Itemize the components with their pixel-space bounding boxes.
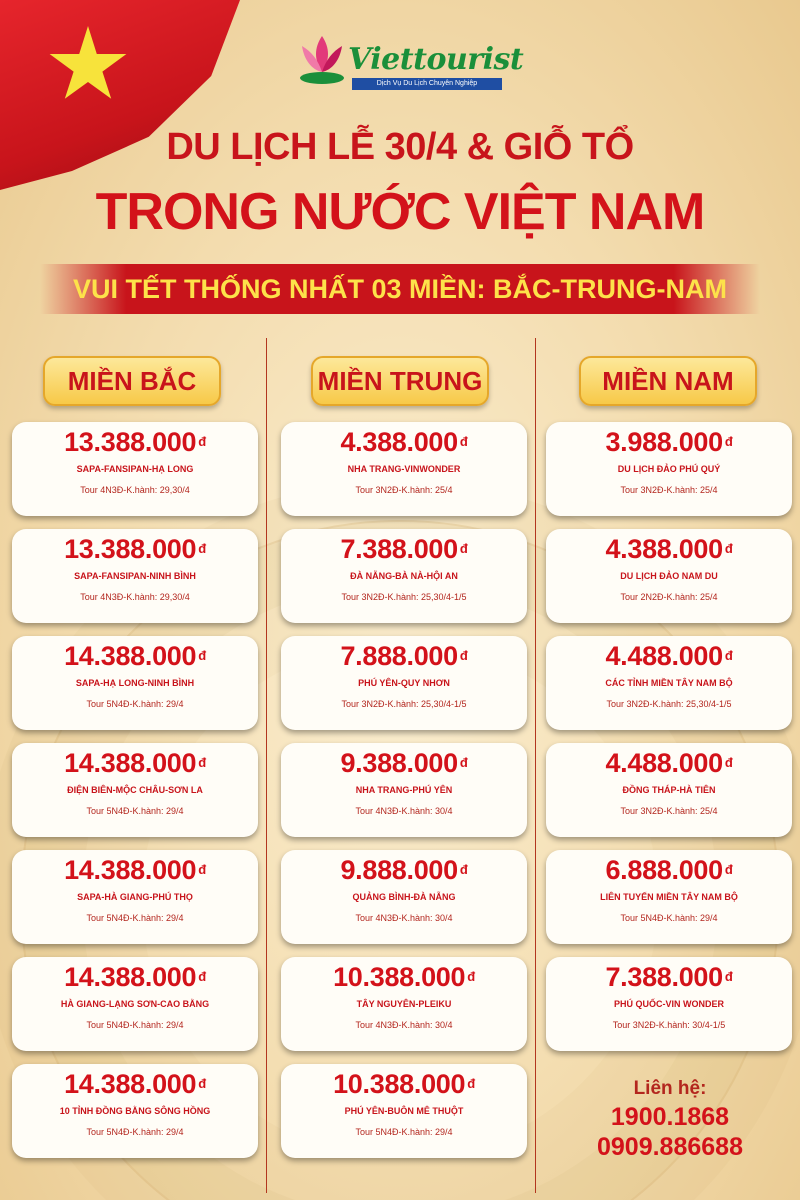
- tour-card[interactable]: [12, 850, 258, 944]
- tour-route: 10 TỈNH ĐỒNG BẰNG SÔNG HỒNG: [59, 1106, 211, 1116]
- contact-label: Liên hệ:: [633, 1078, 707, 1099]
- brand-logo[interactable]: [292, 28, 524, 92]
- currency-symbol: đ: [467, 1076, 475, 1091]
- brand-tagline: Dịch Vụ Du Lịch Chuyên Nghiệp: [352, 78, 502, 90]
- tour-card[interactable]: [281, 1064, 527, 1158]
- tour-schedule: Tour 5N4Đ-K.hành: 29/4: [86, 913, 184, 923]
- tour-route: ĐỒNG THÁP-HÀ TIÊN: [622, 785, 716, 795]
- tour-card[interactable]: [546, 957, 792, 1051]
- tour-schedule: Tour 4N3Đ-K.hành: 30/4: [355, 913, 453, 923]
- tour-card[interactable]: [546, 529, 792, 623]
- tour-price: 4.388.000 $^đ$: [605, 534, 733, 564]
- currency-symbol: đ: [724, 862, 733, 877]
- lotus-icon: [292, 28, 352, 88]
- currency-symbol: đ: [459, 541, 468, 556]
- tour-price: 14.388.000 $^đ$: [64, 641, 206, 671]
- currency-symbol: đ: [198, 969, 206, 984]
- tour-card[interactable]: [12, 1064, 258, 1158]
- tour-route: PHÚ QUỐC-VIN WONDER: [614, 999, 724, 1009]
- tour-price: 14.388.000 $^đ$: [64, 855, 206, 885]
- tour-route: NHA TRANG-VINWONDER: [347, 464, 461, 474]
- star-icon: [48, 26, 128, 106]
- tour-route: HÀ GIANG-LẠNG SƠN-CAO BẰNG: [60, 999, 210, 1009]
- tour-schedule: Tour 4N3Đ-K.hành: 29,30/4: [80, 592, 190, 602]
- hotline-phone[interactable]: 1900.1868: [610, 1103, 730, 1131]
- tour-schedule: Tour 3N2Đ-K.hành: 25,30/4-1/5: [341, 699, 467, 709]
- tour-price: 7.388.000 $^đ$: [605, 962, 733, 992]
- tour-schedule: Tour 3N2Đ-K.hành: 30/4-1/5: [612, 1020, 726, 1030]
- tour-price: 10.388.000 $^đ$: [333, 1069, 475, 1099]
- tour-card[interactable]: [546, 422, 792, 516]
- page-subtitle: TRONG NƯỚC VIỆT NAM: [95, 183, 705, 241]
- tour-card[interactable]: [281, 529, 527, 623]
- tour-schedule: Tour 2N2Đ-K.hành: 25/4: [620, 592, 718, 602]
- tour-schedule: Tour 4N3Đ-K.hành: 30/4: [355, 1020, 453, 1030]
- contact-block: [560, 1076, 780, 1162]
- currency-symbol: đ: [724, 648, 733, 663]
- tour-route: QUẢNG BÌNH-ĐÀ NẴNG: [352, 892, 456, 902]
- tour-card[interactable]: [281, 957, 527, 1051]
- currency-symbol: đ: [198, 755, 206, 770]
- tour-route: TÂY NGUYÊN-PLEIKU: [356, 999, 452, 1009]
- tour-route: DU LỊCH ĐẢO NAM DU: [620, 571, 718, 581]
- tour-schedule: Tour 3N2Đ-K.hành: 25/4: [355, 485, 453, 495]
- column-divider: [535, 338, 536, 1193]
- currency-symbol: đ: [459, 434, 468, 449]
- currency-symbol: đ: [724, 755, 733, 770]
- tour-price: 3.988.000 $^đ$: [605, 427, 733, 457]
- tour-card[interactable]: [281, 743, 527, 837]
- tour-price: 4.488.000 $^đ$: [605, 748, 733, 778]
- currency-symbol: đ: [724, 969, 733, 984]
- tour-price: 13.388.000 $^đ$: [64, 534, 206, 564]
- tour-route: PHÚ YÊN-QUY NHƠN: [358, 678, 450, 688]
- tour-route: ĐIỆN BIÊN-MỘC CHÂU-SƠN LA: [67, 785, 203, 795]
- currency-symbol: đ: [198, 541, 206, 556]
- tour-card[interactable]: [546, 743, 792, 837]
- currency-symbol: đ: [198, 862, 206, 877]
- tour-price: 6.888.000 $^đ$: [605, 855, 733, 885]
- tour-card[interactable]: [12, 422, 258, 516]
- tour-card[interactable]: [546, 636, 792, 730]
- page-title: DU LỊCH LỄ 30/4 & GIỖ TỔ: [166, 126, 634, 168]
- tour-schedule: Tour 3N2Đ-K.hành: 25/4: [620, 485, 718, 495]
- tour-price: 13.388.000 $^đ$: [64, 427, 206, 457]
- tour-schedule: Tour 5N4Đ-K.hành: 29/4: [355, 1127, 453, 1137]
- column-divider: [266, 338, 267, 1193]
- tour-route: SAPA-HẠ LONG-NINH BÌNH: [75, 678, 195, 688]
- tour-schedule: Tour 5N4Đ-K.hành: 29/4: [86, 1020, 184, 1030]
- tour-price: 4.388.000 $^đ$: [340, 427, 468, 457]
- region-heading-bac: MIỀN BẮC: [43, 356, 221, 406]
- tour-route: ĐÀ NẴNG-BÀ NÀ-HỘI AN: [350, 571, 458, 581]
- tour-card[interactable]: [12, 957, 258, 1051]
- tour-schedule: Tour 3N2Đ-K.hành: 25,30/4-1/5: [341, 592, 467, 602]
- tour-card[interactable]: [12, 636, 258, 730]
- tour-schedule: Tour 4N3Đ-K.hành: 30/4: [355, 806, 453, 816]
- mobile-phone[interactable]: 0909.886688: [597, 1133, 743, 1161]
- currency-symbol: đ: [459, 648, 468, 663]
- tour-route: SAPA-HÀ GIANG-PHÚ THỌ: [77, 892, 193, 902]
- tour-card[interactable]: [12, 743, 258, 837]
- tour-route: DU LỊCH ĐẢO PHÚ QUÝ: [617, 464, 721, 474]
- tour-schedule: Tour 4N3Đ-K.hành: 29,30/4: [80, 485, 190, 495]
- tour-route: CÁC TỈNH MIỀN TÂY NAM BỘ: [605, 678, 733, 688]
- currency-symbol: đ: [724, 541, 733, 556]
- currency-symbol: đ: [198, 434, 206, 449]
- region-heading-nam: MIỀN NAM: [579, 356, 757, 406]
- tour-price: 14.388.000 $^đ$: [64, 962, 206, 992]
- tour-price: 9.888.000 $^đ$: [340, 855, 468, 885]
- tour-card[interactable]: [281, 636, 527, 730]
- tour-schedule: Tour 3N2Đ-K.hành: 25/4: [620, 806, 718, 816]
- tour-route: PHÚ YÊN-BUÔN MÊ THUỘT: [344, 1106, 464, 1116]
- currency-symbol: đ: [198, 648, 206, 663]
- tour-card[interactable]: [281, 422, 527, 516]
- tour-price: 7.888.000 $^đ$: [340, 641, 468, 671]
- tour-price: 4.488.000 $^đ$: [605, 641, 733, 671]
- tour-schedule: Tour 5N4Đ-K.hành: 29/4: [620, 913, 718, 923]
- tour-price: 9.388.000 $^đ$: [340, 748, 468, 778]
- tour-price: 7.388.000 $^đ$: [340, 534, 468, 564]
- currency-symbol: đ: [198, 1076, 206, 1091]
- region-heading-trung: MIỀN TRUNG: [311, 356, 489, 406]
- brand-name: Viettourist: [348, 42, 524, 77]
- tour-schedule: Tour 5N4Đ-K.hành: 29/4: [86, 1127, 184, 1137]
- tour-schedule: Tour 3N2Đ-K.hành: 25,30/4-1/5: [606, 699, 732, 709]
- currency-symbol: đ: [459, 862, 468, 877]
- tour-card[interactable]: [281, 850, 527, 944]
- tour-card[interactable]: [546, 850, 792, 944]
- tour-route: SAPA-FANSIPAN-HẠ LONG: [76, 464, 194, 474]
- currency-symbol: đ: [467, 969, 475, 984]
- tour-schedule: Tour 5N4Đ-K.hành: 29/4: [86, 699, 184, 709]
- tour-price: 10.388.000 $^đ$: [333, 962, 475, 992]
- promo-banner: VUI TẾT THỐNG NHẤT 03 MIỀN: BẮC-TRUNG-NAM: [40, 264, 760, 314]
- currency-symbol: đ: [459, 755, 468, 770]
- tour-price: 14.388.000 $^đ$: [64, 748, 206, 778]
- tour-route: SAPA-FANSIPAN-NINH BÌNH: [74, 571, 196, 581]
- tour-route: LIÊN TUYẾN MIỀN TÂY NAM BỘ: [600, 892, 738, 902]
- tour-schedule: Tour 5N4Đ-K.hành: 29/4: [86, 806, 184, 816]
- tour-price: 14.388.000 $^đ$: [64, 1069, 206, 1099]
- currency-symbol: đ: [724, 434, 733, 449]
- tour-route: NHA TRANG-PHÚ YÊN: [355, 785, 453, 795]
- tour-card[interactable]: [12, 529, 258, 623]
